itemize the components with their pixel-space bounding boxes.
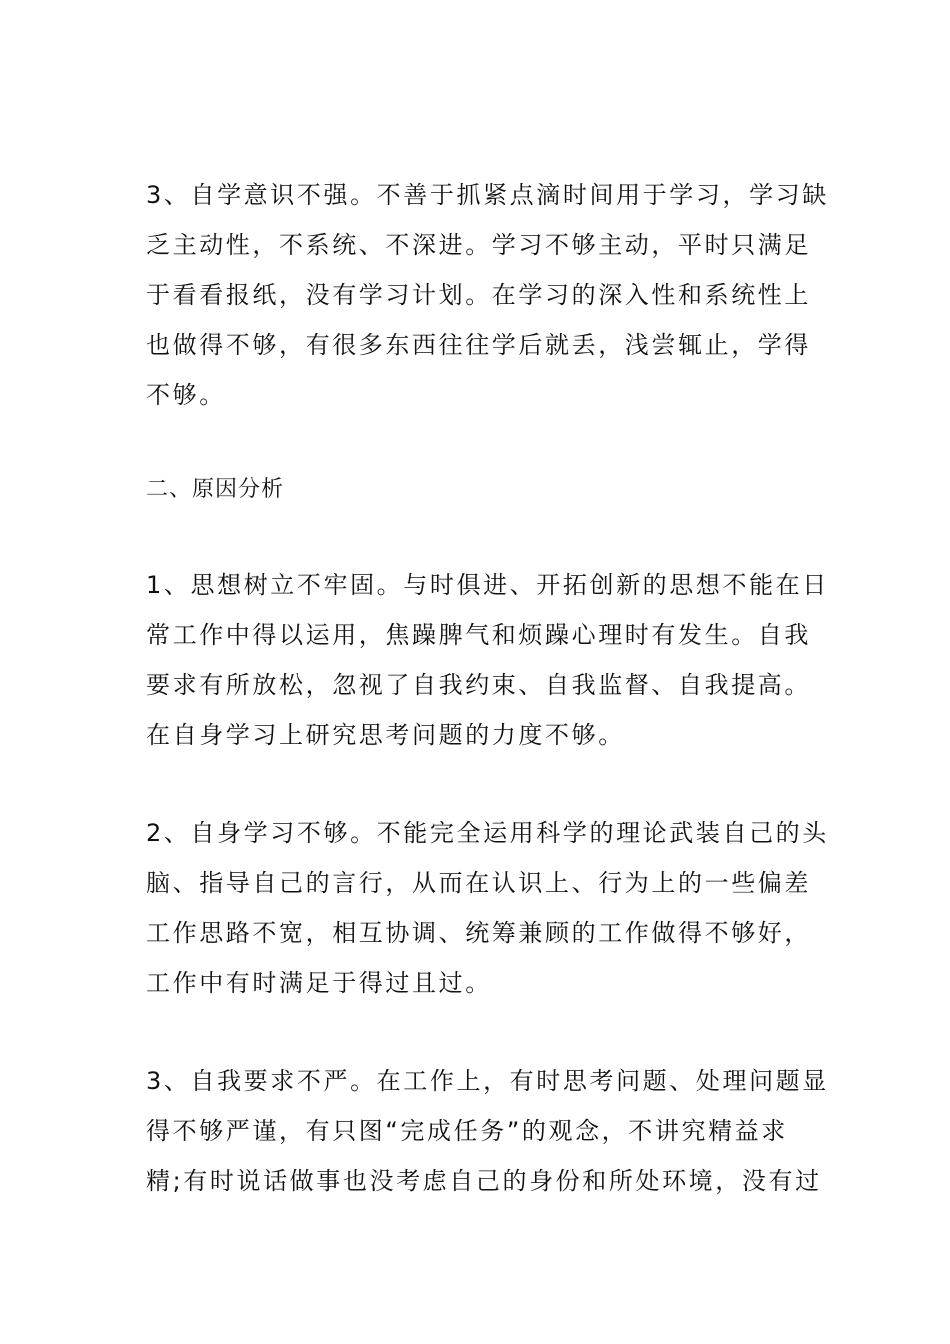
text-line: 得不够严谨，有只图“完成任务”的观念，不讲究精益求 (146, 1117, 788, 1145)
text-line: 也做得不够，有很多东西往往学后就丢，浅尝辄止，学得 (146, 331, 811, 359)
text-line: 不够。 (146, 381, 226, 409)
text-line: 乏主动性，不系统、不深进。学习不够主动，平时只满足 (146, 231, 811, 259)
text-line: 在自身学习上研究思考问题的力度不够。 (146, 721, 625, 749)
text-line: 脑、指导自己的言行，从而在认识上、行为上的一些偏差 (146, 869, 811, 897)
text-line: 工作思路不宽，相互协调、统筹兼顾的工作做得不够好， (146, 919, 811, 947)
paragraph-spacer (146, 760, 806, 808)
text-line: 于看看报纸，没有学习计划。在学习的深入性和系统性上 (146, 281, 811, 309)
text-line: 3、自学意识不强。不善于抓紧点滴时间用于学习，学习缺 (146, 181, 829, 209)
paragraph-spacer (146, 1008, 806, 1056)
section-heading: 二、原因分析 (146, 477, 285, 502)
text-line: 3、自我要求不严。在工作上，有时思考问题、处理问题显 (146, 1067, 829, 1095)
paragraph-thought-foundation (146, 560, 829, 760)
paragraph-self-requirements (146, 1056, 829, 1206)
document-body (146, 170, 829, 1206)
paragraph-self-study-awareness (146, 170, 829, 420)
paragraph-spacer (146, 515, 806, 560)
text-line: 精;有时说话做事也没考虑自己的身份和所处环境，没有过 (146, 1167, 822, 1195)
paragraph-spacer (146, 420, 806, 465)
text-line: 常工作中得以运用，焦躁脾气和烦躁心理时有发生。自我 (146, 621, 811, 649)
text-line: 2、自身学习不够。不能完全运用科学的理论武装自己的头 (146, 819, 829, 847)
paragraph-self-learning (146, 808, 829, 1008)
text-line: 要求有所放松，忽视了自我约束、自我监督、自我提高。 (146, 671, 811, 699)
text-line: 1、思想树立不牢固。与时俱进、开拓创新的思想不能在日 (146, 571, 829, 599)
text-line: 工作中有时满足于得过且过。 (146, 969, 492, 997)
